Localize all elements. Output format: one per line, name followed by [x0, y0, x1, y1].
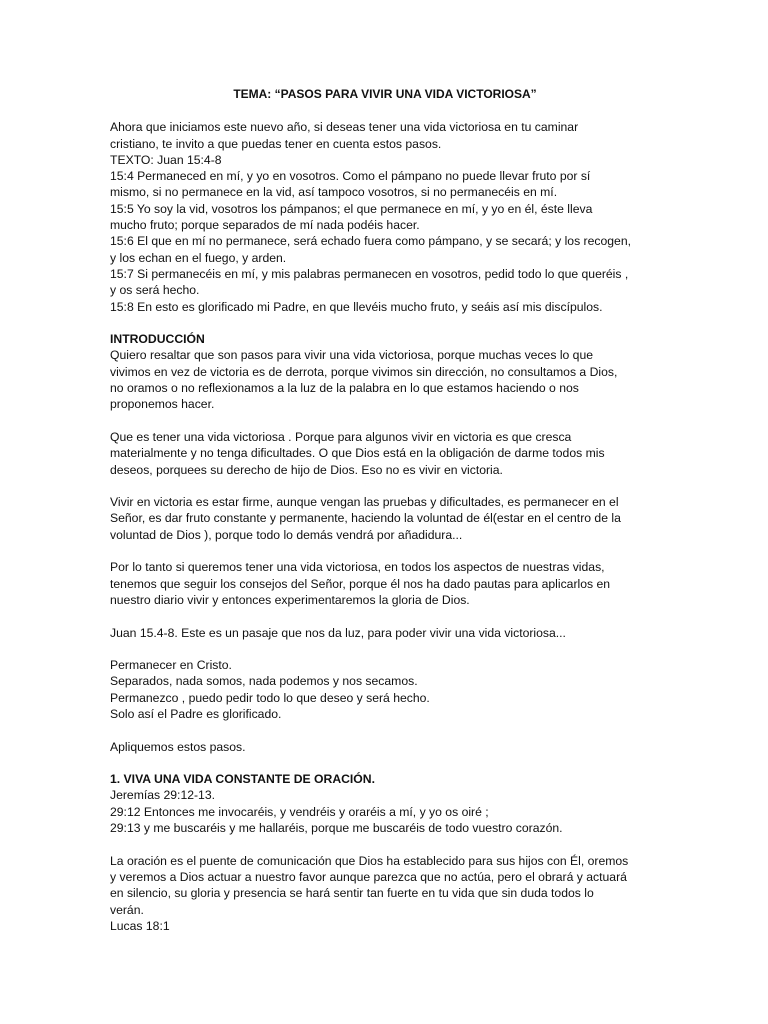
- text-line: voluntad de Dios ), porque todo lo demás vendrá por añadidura...: [110, 527, 463, 542]
- text-line: 15:5 Yo soy la vid, vosotros los pámpanos; el que permanece en mí, y yo en él, éste lleva: [110, 201, 593, 216]
- text-line: Quiero resaltar que son pasos para vivir una vida victoriosa, porque muchas veces lo que: [110, 348, 594, 363]
- text-line: 29:12 Entonces me invocaréis, y vendréis y oraréis a mí, y yo os oiré ;: [110, 804, 489, 819]
- document-page: [110, 86, 660, 934]
- text-line: en silencio, su gloria y presencia se hará sentir tan fuerte en tu vida que sin duda todos lo: [110, 886, 594, 901]
- text-line: mismo, si no permanece en la vid, así tampoco vosotros, si no permanecéis en mí.: [110, 185, 558, 200]
- blank-line: [110, 543, 660, 559]
- blank-line: [110, 315, 660, 331]
- text-line: Apliquemos estos pasos.: [110, 739, 246, 754]
- text-line: Ahora que iniciamos este nuevo año, si deseas tener una vida victoriosa en tu caminar: [110, 120, 579, 135]
- blank-line: [110, 722, 660, 738]
- blank-line: [110, 478, 660, 494]
- text-line: y os será hecho.: [110, 283, 200, 298]
- text-line: 1. VIVA UNA VIDA CONSTANTE DE ORACIÓN.: [110, 772, 375, 787]
- text-line: Por lo tanto si queremos tener una vida victoriosa, en todos los aspectos de nuestras vidas,: [110, 560, 605, 575]
- text-line: 15:8 En esto es glorificado mi Padre, en que llevéis mucho fruto, y seáis así mis discípulos.: [110, 299, 603, 314]
- blank-line: [110, 641, 660, 657]
- text-line: tenemos que seguir los consejos del Señor, porque él nos ha dado pautas para aplicarlos en: [110, 576, 611, 591]
- text-line: 15:6 El que en mí no permanece, será echado fuera como pámpano, y se secará; y los recogen,: [110, 234, 631, 249]
- text-line: Solo así el Padre es glorificado.: [110, 706, 282, 721]
- text-line: verán.: [110, 902, 144, 917]
- document-title: TEMA: “PASOS PARA VIVIR UNA VIDA VICTORIOSA”: [233, 87, 537, 101]
- text-line: Que es tener una vida victoriosa . Porque para algunos vivir en victoria es que cresca: [110, 429, 572, 444]
- text-line: no oramos o no reflexionamos a la luz de la palabra en lo que estamos haciendo o nos: [110, 381, 579, 396]
- text-line: Permanezco , puedo pedir todo lo que deseo y será hecho.: [110, 690, 430, 705]
- text-line: INTRODUCCIÓN: [110, 332, 205, 347]
- text-line: Separados, nada somos, nada podemos y nos secamos.: [110, 674, 418, 689]
- text-line: 15:4 Permaneced en mí, y yo en vosotros. Como el pámpano no puede llevar fruto por sí: [110, 169, 591, 184]
- text-line: deseos, porquees su derecho de hijo de Dios. Eso no es vivir en victoria.: [110, 462, 503, 477]
- text-line: y veremos a Dios actuar a nuestro favor aunque parezca que no actúa, pero el obrará y actuará: [110, 869, 627, 884]
- blank-line: [110, 413, 660, 429]
- text-line: Vivir en victoria es estar firme, aunque vengan las pruebas y dificultades, es permanecer en el: [110, 495, 619, 510]
- text-line: mucho fruto; porque separados de mí nada podéis hacer.: [110, 218, 420, 233]
- text-line: Lucas 18:1: [110, 918, 170, 933]
- text-line: Señor, es dar fruto constante y permanente, haciendo la voluntad de él(estar en el centro de la: [110, 511, 621, 526]
- blank-line: [110, 755, 660, 771]
- blank-line: [110, 836, 660, 852]
- text-line: La oración es el puente de comunicación que Dios ha establecido para sus hijos con Él, oremos: [110, 853, 629, 868]
- text-line: cristiano, te invito a que puedas tener en cuenta estos pasos.: [110, 136, 442, 151]
- text-line: nuestro diario vivir y entonces experimentaremos la gloria de Dios.: [110, 592, 470, 607]
- blank-line: [110, 608, 660, 624]
- text-line: Jeremías 29:12-13.: [110, 788, 216, 803]
- text-line: 29:13 y me buscaréis y me hallaréis, porque me buscaréis de todo vuestro corazón.: [110, 821, 563, 836]
- text-line: TEXTO: Juan 15:4-8: [110, 152, 222, 167]
- text-line: proponemos hacer.: [110, 397, 215, 412]
- document-body: [110, 119, 660, 934]
- text-line: y los echan en el fuego, y arden.: [110, 250, 287, 265]
- text-line: Juan 15.4-8. Este es un pasaje que nos da luz, para poder vivir una vida victoriosa...: [110, 625, 566, 640]
- text-line: vivimos en vez de victoria es de derrota, porque vivimos sin dirección, no consultamos a Dios,: [110, 364, 618, 379]
- text-line: materialmente y no tenga dificultades. O que Dios está en la obligación de darme todos mis: [110, 446, 605, 461]
- text-line: Permanecer en Cristo.: [110, 658, 232, 673]
- text-line: 15:7 Si permanecéis en mí, y mis palabras permanecen en vosotros, pedid todo lo que queréis ,: [110, 266, 629, 281]
